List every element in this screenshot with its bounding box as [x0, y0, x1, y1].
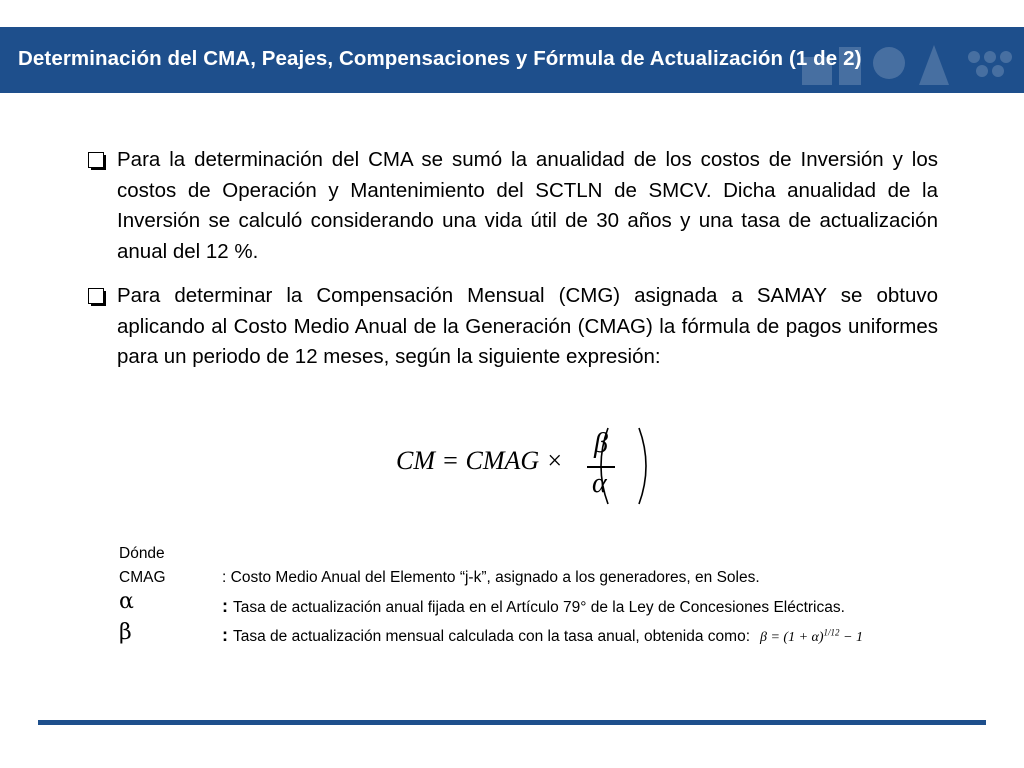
formula-numerator: β	[594, 428, 608, 459]
formula-lhs: CM = CMAG ×	[396, 446, 564, 475]
definition-row-cmag	[119, 569, 939, 593]
beta-formula	[760, 627, 864, 645]
right-paren-icon	[615, 426, 675, 506]
slide-header	[0, 27, 1024, 93]
bullet-text: Para determinar la Compensación Mensual (CMG) asignada a SAMAY se obtuvo aplicando al Costo Medio Anual de la Generación (CMAG) la fórmula de pagos uniformes para un periodo de 12 meses, según la siguiente expresión:	[117, 284, 938, 368]
definition-symbol: α	[119, 589, 134, 614]
header-decoration-icon	[794, 27, 1024, 93]
definition-description: Tasa de actualización anual fijada en el Artículo 79° de la Ley de Concesiones Eléctricas.	[233, 599, 845, 616]
definition-colon: :	[222, 596, 228, 616]
definition-colon: :	[222, 569, 227, 586]
definition-text	[222, 625, 863, 646]
bullet-item	[88, 281, 938, 373]
checkbox-bullet-icon	[88, 288, 104, 304]
bullet-text: Para la determinación del CMA se sumó la anualidad de los costos de Inversión y los costos de Operación y Mantenimiento del SCTLN de SMCV. Dicha anualidad de la Inversión se calculó considerando una vida útil de 30 años y una tasa de actualización anual del 12 %.	[117, 148, 938, 263]
definition-symbol: β	[119, 620, 132, 645]
definition-description: Costo Medio Anual del Elemento “j-k”, asignado a los generadores, en Soles.	[230, 569, 760, 586]
definition-symbol: CMAG	[119, 569, 166, 586]
beta-formula-exponent: 1/12	[823, 627, 840, 638]
main-formula	[396, 426, 656, 506]
formula-denominator: α	[592, 468, 607, 499]
footer-bar	[38, 720, 986, 725]
definition-colon: :	[222, 625, 228, 645]
bullet-list	[88, 145, 938, 387]
definition-text	[222, 569, 760, 587]
slide-title: Determinación del CMA, Peajes, Compensaciones y Fórmula de Actualización (1 de 2)	[18, 47, 862, 70]
beta-formula-base: β = (1 + α)	[760, 630, 824, 645]
beta-formula-tail: − 1	[843, 630, 864, 645]
definitions-intro: Dónde	[119, 545, 165, 562]
definitions	[119, 545, 939, 649]
definition-row-alpha	[119, 589, 939, 621]
definition-text	[222, 596, 845, 617]
definition-description: Tasa de actualización mensual calculada con la tasa anual, obtenida como:	[233, 628, 750, 645]
definition-row-beta	[119, 621, 939, 649]
bullet-item	[88, 145, 938, 267]
definitions-intro-row	[119, 545, 939, 569]
checkbox-bullet-icon	[88, 152, 104, 168]
